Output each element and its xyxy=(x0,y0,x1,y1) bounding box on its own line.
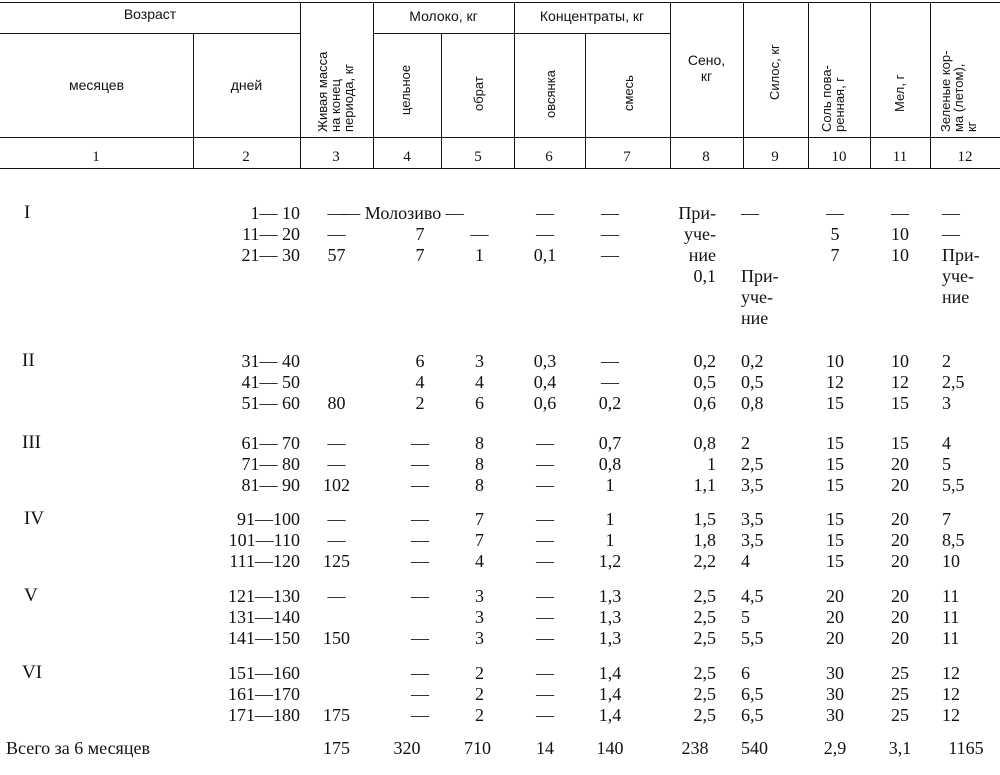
header-mixture: смесь xyxy=(621,75,636,111)
col-divider xyxy=(441,33,442,168)
column-number: 11 xyxy=(892,149,908,165)
column-number: 2 xyxy=(242,149,250,165)
total-mix-cell: 140 xyxy=(596,738,624,758)
mixture-cell: 1,2 xyxy=(598,551,622,571)
silage-cell: При- xyxy=(741,266,779,286)
days-cell: 31— 40 xyxy=(241,351,300,371)
mixture-cell: — xyxy=(601,224,619,244)
mixture-cell: 1,3 xyxy=(598,607,622,627)
skim-milk-cell: 1 xyxy=(475,245,484,265)
silage-cell: 5 xyxy=(741,607,750,627)
total-mass-cell: 175 xyxy=(323,738,350,758)
col-divider xyxy=(193,33,194,168)
header-skim-milk: обрат xyxy=(471,76,486,111)
chalk-cell: 25 xyxy=(891,663,909,683)
oatmeal-cell: — xyxy=(536,628,554,648)
hay-cell: 2,2 xyxy=(693,551,716,571)
days-cell: 111—120 xyxy=(229,551,300,571)
live-weight-cell: 150 xyxy=(323,628,350,648)
live-weight-cell: — xyxy=(327,433,346,453)
salt-cell: 20 xyxy=(826,628,844,648)
skim-milk-cell: 4 xyxy=(475,551,484,571)
header-hay: Сено, кг xyxy=(687,52,726,84)
chalk-cell: 20 xyxy=(891,628,909,648)
hay-cell: уче- xyxy=(683,224,716,244)
hay-cell: 2,5 xyxy=(693,684,716,704)
header-silage: Силос, кг xyxy=(767,44,782,100)
skim-milk-cell: 2 xyxy=(475,705,484,725)
chalk-cell: 20 xyxy=(891,607,909,627)
live-weight-cell: 57 xyxy=(327,245,346,265)
mixture-cell: 0,2 xyxy=(598,393,622,413)
total-hay-cell: 238 xyxy=(681,738,709,758)
salt-cell: 10 xyxy=(826,351,844,371)
silage-cell: 6,5 xyxy=(741,705,764,725)
days-cell: 81— 90 xyxy=(241,475,300,495)
skim-milk-cell: 2 xyxy=(475,684,484,704)
mixture-cell: — xyxy=(601,203,619,223)
total-label: Всего за 6 месяцев xyxy=(6,738,150,758)
hay-cell: 1,5 xyxy=(693,509,716,529)
oatmeal-cell: 0,6 xyxy=(533,393,557,413)
header-live-weight: Живая масса на конец периода, кг xyxy=(315,51,356,132)
column-number: 5 xyxy=(474,149,482,165)
salt-cell: 15 xyxy=(826,393,844,413)
green-feed-cell: 12 xyxy=(942,663,960,683)
total-green-cell: 1165 xyxy=(948,738,984,758)
live-weight-cell: 102 xyxy=(323,475,350,495)
days-cell: 171—180 xyxy=(228,705,300,725)
oatmeal-cell: — xyxy=(536,509,554,529)
oatmeal-cell: 0,3 xyxy=(533,351,557,371)
header-concentrates: Концентраты, кг xyxy=(539,8,645,24)
col-divider xyxy=(300,2,301,168)
mixture-cell: 1,4 xyxy=(598,684,622,704)
hay-cell: 2,5 xyxy=(693,586,716,606)
column-number: 9 xyxy=(771,149,779,165)
hay-cell: 2,5 xyxy=(693,705,716,725)
days-cell: 51— 60 xyxy=(241,393,300,413)
header-months: месяцев xyxy=(68,77,125,93)
oatmeal-cell: — xyxy=(536,551,554,571)
salt-cell: 20 xyxy=(826,607,844,627)
column-number: 6 xyxy=(545,149,553,165)
oatmeal-cell: — xyxy=(536,586,554,606)
silage-cell: 6 xyxy=(741,663,750,683)
silage-cell: 4 xyxy=(741,551,750,571)
live-weight-cell: — xyxy=(327,224,346,244)
column-number: 8 xyxy=(702,149,710,165)
green-feed-cell: 11 xyxy=(942,628,960,648)
oatmeal-cell: 0,4 xyxy=(533,372,557,392)
silage-cell: 2,5 xyxy=(741,454,764,474)
chalk-cell: 10 xyxy=(891,224,909,244)
days-cell: 151—160 xyxy=(228,663,300,683)
mixture-cell: 1,3 xyxy=(598,628,622,648)
chalk-cell: 20 xyxy=(891,551,909,571)
column-number: 4 xyxy=(403,149,411,165)
oatmeal-cell: — xyxy=(536,203,554,223)
hay-cell: 0,8 xyxy=(693,433,716,453)
skim-milk-cell: 6 xyxy=(475,393,484,413)
live-weight-cell: 125 xyxy=(323,551,350,571)
mixture-cell: 1,4 xyxy=(598,663,622,683)
mixture-cell: — xyxy=(601,351,619,371)
hay-cell: 1,1 xyxy=(693,475,716,495)
mixture-cell: 1 xyxy=(605,509,615,529)
green-feed-cell: ние xyxy=(942,287,970,307)
skim-milk-cell: 3 xyxy=(475,607,484,627)
green-feed-cell: — xyxy=(942,224,960,244)
salt-cell: 15 xyxy=(826,475,844,495)
mixture-cell: 0,7 xyxy=(598,433,622,453)
salt-cell: — xyxy=(826,203,844,223)
chalk-cell: 15 xyxy=(891,393,909,413)
chalk-cell: 10 xyxy=(891,351,909,371)
whole-milk-cell: 4 xyxy=(415,372,425,392)
whole-milk-cell: 6 xyxy=(415,351,425,371)
silage-cell: 6,5 xyxy=(741,684,764,704)
column-number: 1 xyxy=(92,149,100,165)
total-obrat-cell: 710 xyxy=(464,738,491,758)
days-cell: 131—140 xyxy=(228,607,300,627)
live-weight-cell: — xyxy=(327,203,346,223)
green-feed-cell: 5,5 xyxy=(942,475,965,495)
silage-cell: 5,5 xyxy=(741,628,764,648)
salt-cell: 12 xyxy=(826,372,844,392)
mixture-cell: — xyxy=(601,245,619,265)
whole-milk-cell: — xyxy=(411,530,429,550)
live-weight-cell: — xyxy=(327,586,346,606)
chalk-cell: 15 xyxy=(891,433,909,453)
col-divider xyxy=(930,2,931,168)
silage-cell: 3,5 xyxy=(741,530,764,550)
green-feed-cell: 2,5 xyxy=(942,372,965,392)
salt-cell: 30 xyxy=(826,684,844,704)
numbers-bottom-rule xyxy=(0,168,1000,169)
green-feed-cell: 11 xyxy=(942,607,960,627)
period-roman-numeral: II xyxy=(22,350,35,371)
green-feed-cell: 7 xyxy=(942,509,951,529)
whole-milk-cell: — xyxy=(411,475,429,495)
live-weight-cell: — xyxy=(327,454,346,474)
oatmeal-cell: — xyxy=(536,607,554,627)
hay-cell: 1 xyxy=(707,454,716,474)
green-feed-cell: 4 xyxy=(942,433,951,453)
silage-cell: 2 xyxy=(741,433,750,453)
oatmeal-cell: — xyxy=(536,454,554,474)
total-silage-cell: 540 xyxy=(741,738,768,758)
oatmeal-cell: 0,1 xyxy=(533,245,557,265)
skim-milk-cell: 7 xyxy=(475,509,484,529)
skim-milk-cell: 2 xyxy=(475,663,484,683)
skim-milk-cell: 3 xyxy=(475,628,484,648)
whole-milk-cell: — xyxy=(411,433,429,453)
salt-cell: 15 xyxy=(826,509,844,529)
days-cell: 21— 30 xyxy=(241,245,300,265)
hay-cell: 0,6 xyxy=(693,393,716,413)
salt-cell: 15 xyxy=(826,454,844,474)
days-cell: 161—170 xyxy=(228,684,300,704)
oatmeal-cell: — xyxy=(536,663,554,683)
column-number: 12 xyxy=(957,149,973,165)
salt-cell: 30 xyxy=(826,705,844,725)
silage-cell: уче- xyxy=(741,287,774,307)
period-roman-numeral: VI xyxy=(22,662,43,683)
hay-cell: 1,8 xyxy=(693,530,716,550)
skim-milk-cell: — xyxy=(470,224,489,244)
chalk-cell: 10 xyxy=(891,245,909,265)
whole-milk-cell: 2 xyxy=(415,393,425,413)
live-weight-cell: — xyxy=(327,509,346,529)
green-feed-cell: 3 xyxy=(942,393,951,413)
oatmeal-cell: — xyxy=(536,705,554,725)
chalk-cell: 20 xyxy=(891,530,909,550)
col-divider xyxy=(870,2,871,168)
total-milk-cell: 320 xyxy=(393,738,421,758)
period-roman-numeral: III xyxy=(22,432,41,453)
salt-cell: 15 xyxy=(826,433,844,453)
header-milk: Молоко, кг xyxy=(409,8,478,24)
header-top-rule xyxy=(0,2,1000,3)
period-roman-numeral: V xyxy=(24,585,38,606)
days-cell: 1— 10 xyxy=(250,203,300,223)
days-cell: 101—110 xyxy=(228,530,300,550)
col-divider xyxy=(808,2,809,168)
days-cell: 41— 50 xyxy=(241,372,300,392)
green-feed-cell: 2 xyxy=(942,351,951,371)
col-divider xyxy=(670,2,671,168)
column-number: 3 xyxy=(332,149,340,165)
green-feed-cell: 11 xyxy=(942,586,960,606)
chalk-cell: 25 xyxy=(891,705,909,725)
hay-cell: При- xyxy=(678,203,716,223)
green-feed-cell: 10 xyxy=(942,551,960,571)
whole-milk-cell: 7 xyxy=(415,224,425,244)
salt-cell: 15 xyxy=(826,551,844,571)
total-salt-cell: 2,9 xyxy=(823,738,847,758)
silage-cell: 0,8 xyxy=(741,393,764,413)
chalk-cell: 12 xyxy=(891,372,909,392)
whole-milk-cell: — xyxy=(411,684,429,704)
header-whole-milk: цельное xyxy=(398,64,413,115)
header-oatmeal: овсянка xyxy=(543,70,558,118)
silage-cell: 3,5 xyxy=(741,475,764,495)
live-weight-cell: — xyxy=(327,530,346,550)
header-days: дней xyxy=(230,77,263,93)
skim-milk-cell: 3 xyxy=(475,351,484,371)
col-divider xyxy=(514,2,515,168)
hay-cell: ние xyxy=(688,245,716,265)
hay-cell: 0,5 xyxy=(693,372,716,392)
oatmeal-cell: — xyxy=(536,224,554,244)
silage-cell: 0,2 xyxy=(741,351,764,371)
green-feed-cell: При- xyxy=(942,245,980,265)
period-roman-numeral: I xyxy=(24,202,31,223)
hay-cell: 0,1 xyxy=(693,266,716,286)
oatmeal-cell: — xyxy=(536,475,554,495)
salt-cell: 15 xyxy=(826,530,844,550)
whole-milk-cell: — xyxy=(411,454,429,474)
mixture-cell: — xyxy=(601,372,619,392)
chalk-cell: 20 xyxy=(891,509,909,529)
col-divider xyxy=(743,2,744,168)
green-feed-cell: — xyxy=(942,203,960,223)
chalk-cell: 20 xyxy=(891,586,909,606)
header-bottom-rule xyxy=(0,137,1000,138)
header-chalk: Мел, г xyxy=(892,74,907,112)
whole-milk-cell: — xyxy=(411,509,429,529)
skim-milk-cell: 4 xyxy=(475,372,484,392)
salt-cell: 30 xyxy=(826,663,844,683)
whole-milk-cell: — xyxy=(411,586,429,606)
whole-milk-cell: — xyxy=(411,705,429,725)
whole-milk-cell: 7 xyxy=(415,245,425,265)
mixture-cell: 1,3 xyxy=(598,586,622,606)
mixture-cell: 1 xyxy=(605,530,615,550)
chalk-cell: 20 xyxy=(891,454,909,474)
whole-milk-cell: — xyxy=(411,663,429,683)
header-green-feed: Зеленые кор- ма (летом), кг xyxy=(938,50,979,132)
hay-cell: 2,5 xyxy=(693,607,716,627)
whole-milk-cell: — Молозиво — xyxy=(342,203,464,223)
silage-cell: 0,5 xyxy=(741,372,764,392)
oatmeal-cell: — xyxy=(536,530,554,550)
oatmeal-cell: — xyxy=(536,433,554,453)
days-cell: 71— 80 xyxy=(241,454,300,474)
silage-cell: ние xyxy=(741,308,769,328)
col-divider xyxy=(373,2,374,168)
green-feed-cell: уче- xyxy=(942,266,975,286)
total-chalk-cell: 3,1 xyxy=(888,738,912,758)
header-vozrast: Возраст xyxy=(123,6,177,22)
skim-milk-cell: 3 xyxy=(475,586,484,606)
hay-cell: 2,5 xyxy=(693,663,716,683)
mixture-cell: 1,4 xyxy=(598,705,622,725)
green-feed-cell: 12 xyxy=(942,705,960,725)
header-subrule xyxy=(0,33,300,34)
days-cell: 11— 20 xyxy=(242,224,300,244)
salt-cell: 20 xyxy=(826,586,844,606)
salt-cell: 5 xyxy=(830,224,840,244)
silage-cell: 3,5 xyxy=(741,509,764,529)
days-cell: 91—100 xyxy=(237,509,300,529)
green-feed-cell: 8,5 xyxy=(942,530,965,550)
green-feed-cell: 5 xyxy=(942,454,951,474)
skim-milk-cell: 8 xyxy=(475,475,484,495)
period-roman-numeral: IV xyxy=(24,508,45,529)
whole-milk-cell: — xyxy=(411,628,429,648)
chalk-cell: 20 xyxy=(891,475,909,495)
green-feed-cell: 12 xyxy=(942,684,960,704)
header-salt: Соль пова- ренная, г xyxy=(819,65,847,132)
oatmeal-cell: — xyxy=(536,684,554,704)
column-number: 10 xyxy=(831,149,847,165)
days-cell: 121—130 xyxy=(228,586,300,606)
skim-milk-cell: 8 xyxy=(475,433,484,453)
hay-cell: 2,5 xyxy=(693,628,716,648)
total-oat-cell: 14 xyxy=(536,738,554,758)
mixture-cell: 1 xyxy=(605,475,615,495)
live-weight-cell: 175 xyxy=(323,705,350,725)
chalk-cell: — xyxy=(891,203,909,223)
hay-cell: 0,2 xyxy=(693,351,716,371)
whole-milk-cell: — xyxy=(411,551,429,571)
chalk-cell: 25 xyxy=(891,684,909,704)
live-weight-cell: 80 xyxy=(327,393,346,413)
mixture-cell: 0,8 xyxy=(598,454,622,474)
silage-cell: — xyxy=(741,203,759,223)
salt-cell: 7 xyxy=(830,245,840,265)
col-divider xyxy=(585,33,586,168)
days-cell: 61— 70 xyxy=(241,433,300,453)
silage-cell: 4,5 xyxy=(741,586,764,606)
column-number: 7 xyxy=(623,149,631,165)
skim-milk-cell: 7 xyxy=(475,530,484,550)
skim-milk-cell: 8 xyxy=(475,454,484,474)
days-cell: 141—150 xyxy=(228,628,300,648)
